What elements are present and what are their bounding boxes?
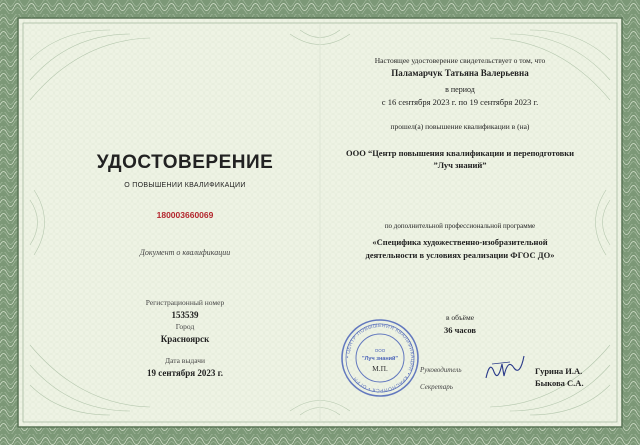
stamp-center-text: "Луч знаний" bbox=[361, 356, 399, 362]
city: Красноярск bbox=[160, 334, 210, 344]
svg-text:• ЦЕНТР ПОВЫШЕНИЯ КВАЛИФИКАЦИИ: • ЦЕНТР ПОВЫШЕНИЯ КВАЛИФИКАЦИИ • КРАСНОЯРСК • ОГРН bbox=[344, 322, 416, 394]
official-stamp bbox=[340, 318, 420, 398]
issue-date: 19 сентября 2023 г. bbox=[147, 368, 223, 378]
director-name: Гурина И.А. bbox=[535, 366, 583, 376]
serial-number: 180003660069 bbox=[156, 210, 214, 220]
organization-line-2: ”Луч знаний” bbox=[433, 160, 487, 170]
volume-label: в объёме bbox=[445, 313, 475, 322]
training-period: с 16 сентября 2023 г. по 19 сентября 2023 г. bbox=[381, 97, 539, 107]
course-hours: 36 часов bbox=[443, 325, 477, 335]
organization-line-1: ООО “Центр повышения квалификации и переподготовки bbox=[345, 148, 574, 158]
registration-number: 153539 bbox=[171, 310, 199, 320]
document-type: Документ о квалификации bbox=[139, 248, 231, 257]
recipient-name: Паламарчук Татьяна Валерьевна bbox=[391, 68, 529, 78]
city-label: Город bbox=[175, 322, 195, 331]
period-label: в период bbox=[445, 85, 475, 94]
passed-label: прошел(а) повышение квалификации в (на) bbox=[390, 122, 530, 131]
program-line-2: деятельности в условиях реализации ФГОС ДО» bbox=[365, 250, 555, 260]
intro-text: Настоящее удостоверение свидетельствует о том, что bbox=[374, 56, 546, 65]
secretary-label: Секретарь bbox=[420, 383, 453, 391]
director-signature bbox=[480, 350, 530, 385]
svg-text:ООО: ООО bbox=[374, 348, 386, 353]
issue-date-label: Дата выдачи bbox=[164, 356, 206, 365]
certificate-title: УДОСТОВЕРЕНИЕ bbox=[96, 152, 274, 173]
stamp-mp-label: М.П. bbox=[372, 364, 388, 373]
program-line-1: «Специфика художественно-изобразительной bbox=[372, 237, 548, 247]
secretary-name: Быкова С.А. bbox=[535, 378, 584, 388]
program-label: по дополнительной профессиональной программе bbox=[384, 222, 536, 230]
director-label: Руководитель bbox=[420, 366, 462, 374]
certificate-subtitle: О ПОВЫШЕНИИ КВАЛИФИКАЦИИ bbox=[124, 182, 246, 189]
registration-label: Регистрационный номер bbox=[145, 298, 225, 307]
